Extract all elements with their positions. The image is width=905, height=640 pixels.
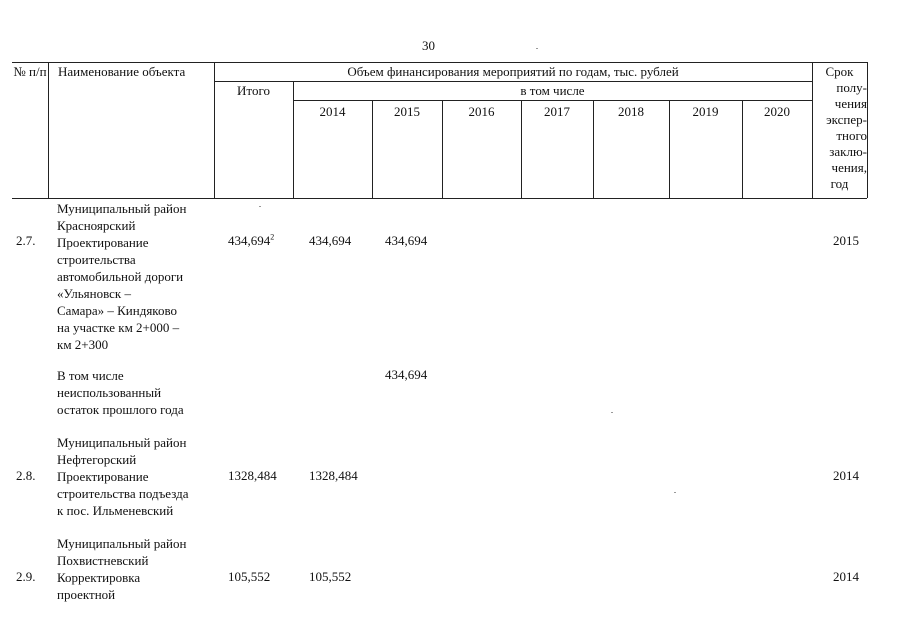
name-line: Похвистневский [57,553,149,568]
name-line: Красноярский [57,218,136,233]
table-top-border [12,62,867,63]
header-including: в том числе [520,83,585,98]
header-deadline-col [812,64,867,192]
name-line: строительства [57,252,136,267]
row-name [57,434,189,519]
row-2015: 434,694 [385,367,428,382]
name-line: Самара» – Киндяково [57,303,178,318]
header-funding-group: Объем финансирования мероприятий по годам, тыс. рублей [347,64,679,79]
header-bottom-border [12,198,867,199]
name-line: Нефтегорский [57,452,137,467]
header-year-2015: 2015 [394,104,420,119]
name-line: на участке км 2+000 – [57,320,180,335]
name-line: В том числе [57,368,124,383]
deadline-line: Срок [825,64,854,79]
row-2014: 434,694 [309,233,352,248]
row-total: 1328,484 [228,468,277,483]
years-divider [293,100,812,101]
row-name [57,200,186,353]
scan-speck [611,412,613,413]
scan-speck [259,206,261,207]
header-num-col: № п/п [13,64,47,79]
row-deadline: 2015 [833,233,859,248]
header-year-2020: 2020 [764,104,790,119]
header-year-2017: 2017 [544,104,570,119]
row-number: 2.7. [16,233,36,248]
row-total: 105,552 [228,569,271,584]
row-2015: 434,694 [385,233,428,248]
row-name [57,535,186,603]
total-value: 434,694 [228,233,271,248]
footnote-mark: 2 [270,232,275,242]
row-name [57,367,184,418]
name-line: неиспользованный [57,385,162,400]
name-line: Муниципальный район [57,201,187,216]
name-line: км 2+300 [57,337,109,352]
deadline-line: тного [836,128,867,143]
name-line: Муниципальный район [57,435,187,450]
row-number: 2.9. [16,569,36,584]
header-year-2019: 2019 [692,104,719,119]
header-year-2014: 2014 [319,104,346,119]
row-deadline: 2014 [833,569,859,584]
row-2014: 105,552 [309,569,352,584]
col-divider [48,62,49,198]
name-line: Проектирование [57,469,149,484]
name-line: Муниципальный район [57,536,187,551]
row-number: 2.8. [16,468,36,483]
funding-group-divider [214,81,812,82]
page-number: 30 [422,38,435,53]
header-total: Итого [237,83,270,98]
row-deadline: 2014 [833,468,859,483]
deadline-line: экспер- [826,112,867,127]
header-year-2016: 2016 [468,104,495,119]
deadline-line: полу- [836,80,867,95]
header-name-col: Наименование объекта [58,64,186,79]
name-line: Проектирование [57,235,149,250]
header-year-2018: 2018 [618,104,644,119]
deadline-line: год [830,176,849,191]
name-line: к пос. Ильменевский [57,503,174,518]
name-line: Корректировка [57,570,141,585]
deadline-line: чения [834,96,867,111]
row-total [228,233,274,249]
name-line: строительства подъезда [57,486,189,501]
table-right-border [867,62,868,198]
deadline-line: чения, [831,160,867,175]
scan-speck [536,48,538,49]
deadline-line: заклю- [829,144,867,159]
name-line: «Ульяновск – [57,286,131,301]
name-line: проектной [57,587,116,602]
row-2014: 1328,484 [309,468,358,483]
name-line: остаток прошлого года [57,402,184,417]
scan-speck [674,492,676,493]
name-line: автомобильной дороги [57,269,184,284]
